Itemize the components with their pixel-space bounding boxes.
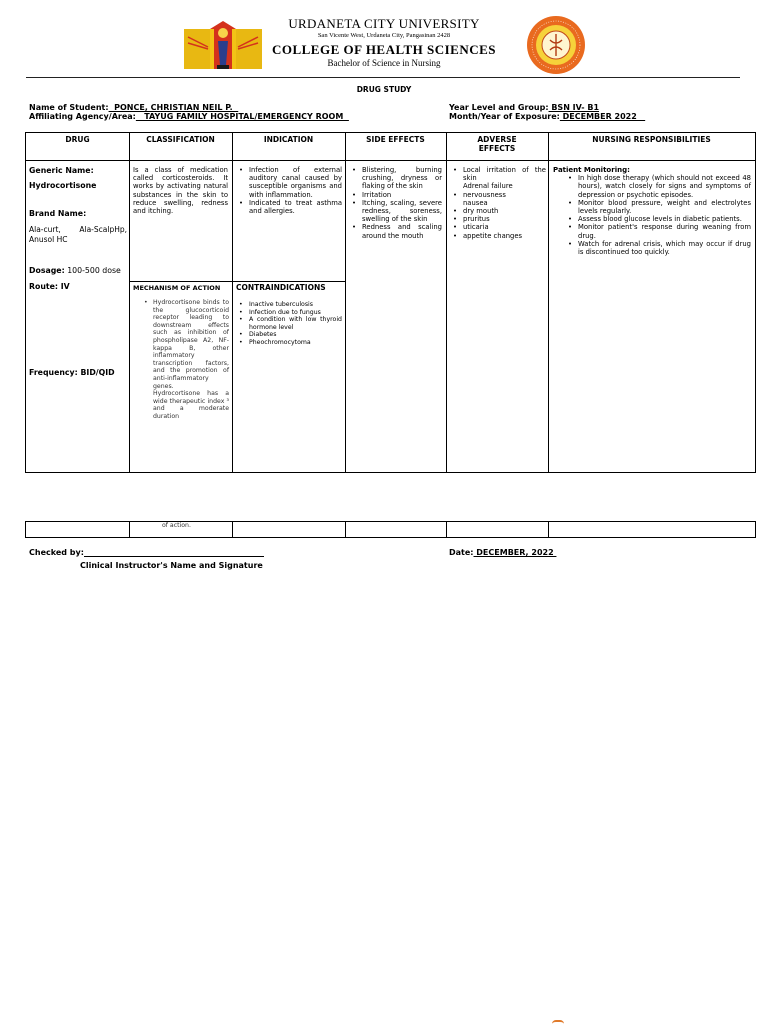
header-classification: CLASSIFICATION (146, 135, 215, 144)
adverse-effect-item (450, 191, 546, 207)
dosage-row (29, 266, 127, 276)
date-value: DECEMBER, 2022 (473, 548, 557, 557)
student-name-row (29, 103, 238, 112)
dosage-label: Dosage: (29, 266, 65, 275)
adverse-effect-item: • uticaria (450, 223, 546, 231)
nursing-item: • Monitor patient's response during weaning from drug. (565, 223, 751, 239)
patient-monitoring-title: Patient Monitoring: (553, 166, 630, 174)
mechanism-cell (131, 299, 229, 421)
date-label: Date: (449, 548, 474, 557)
brand-name-label: Brand Name: (29, 209, 87, 218)
generic-name-label: Generic Name: (29, 166, 94, 175)
year-level-value: BSN IV- B1 (548, 103, 600, 112)
contraindication-item: • A condition with low thyroid hormone level (236, 316, 342, 331)
header-drug: DRUG (65, 135, 90, 144)
subsection-divider (129, 281, 345, 282)
exposure-row (449, 112, 645, 121)
nursing-item: • Monitor blood pressure, weight and electrolytes levels regularly. (565, 199, 751, 215)
header-indication: INDICATION (263, 135, 314, 144)
drug-cell (29, 166, 127, 378)
column-divider (446, 133, 447, 472)
route-value: IV (58, 282, 70, 291)
nursing-item: • Watch for adrenal crisis, which may occur if drug is discontinued too quickly. (565, 240, 751, 256)
table-continuation-row (25, 521, 756, 538)
column-divider (548, 522, 549, 537)
side-effects-cell (349, 166, 442, 240)
instructor-label: Clinical Instructor's Name and Signature (80, 561, 263, 570)
nursing-cell (553, 166, 751, 256)
student-name-value: PONCE, CHRISTIAN NEIL P. (108, 103, 239, 112)
year-level-label: Year Level and Group: (449, 103, 549, 112)
route-row (29, 282, 127, 292)
header-nursing-responsibilities: NURSING RESPONSIBILITIES (592, 135, 711, 144)
checked-by-label: Checked by: (29, 548, 84, 557)
date-row (449, 548, 556, 557)
column-divider (232, 522, 233, 537)
page-edge-mark (552, 1020, 564, 1024)
classification-text: Is a class of medication called corticosteroids. It works by activating natural substances in the skin to reduce swelling, redness and itching. (133, 166, 228, 216)
adverse-effect-item (450, 166, 546, 191)
program-name: Bachelor of Science in Nursing (327, 58, 441, 68)
mechanism-title: MECHANISM OF ACTION (133, 284, 221, 292)
adverse-effect-text: nausea (463, 198, 488, 207)
column-divider (232, 133, 233, 472)
signature-line (84, 549, 264, 557)
adverse-effects-cell (450, 166, 546, 240)
university-name: URDANETA CITY UNIVERSITY (288, 16, 480, 31)
column-divider (446, 522, 447, 537)
contraindication-item: • Inactive tuberculosis (236, 301, 342, 309)
header-adverse-line2: EFFECTS (478, 144, 516, 153)
route-label: Route: (29, 282, 59, 291)
exposure-value: DECEMBER 2022 (559, 112, 646, 121)
contraindications-title: CONTRAINDICATIONS (236, 283, 326, 292)
side-effect-item: • Irritation (349, 191, 442, 199)
indication-item: • Indicated to treat asthma and allergies. (236, 199, 342, 215)
adverse-effect-first-cont: Adrenal failure (463, 182, 513, 191)
adverse-effect-item: • appetite changes (450, 232, 546, 240)
header-adverse-effects (446, 135, 548, 153)
nursing-item: • Assess blood glucose levels in diabetic patients. (565, 215, 751, 223)
agency-value: TAYUG FAMILY HOSPITAL/EMERGENCY ROOM (135, 112, 349, 121)
adverse-effect-item: • dry mouth (450, 207, 546, 215)
nursing-item: • In high dose therapy (which should not exceed 48 hours), watch closely for signs and symptoms of depression or psychotic episodes. (565, 174, 751, 199)
contraindication-item: • Diabetes (236, 331, 342, 339)
frequency-value: BID/QID (77, 368, 115, 377)
frequency-label: Frequency: (29, 368, 78, 377)
contraindication-item: • Infection due to fungus (236, 309, 342, 317)
mechanism-item: • Hydrocortisone binds to the glucocorticoid receptor leading to downstream effects such as inhibition of phospholipase A2, NF-kappa B, other inflammatory transcription factors, and the promotion of anti-inflammatory genes. (131, 299, 229, 390)
column-divider (345, 133, 346, 472)
frequency-row (29, 368, 127, 378)
dosage-value: 100-500 dose (64, 266, 121, 275)
college-name: COLLEGE OF HEALTH SCIENCES (271, 42, 497, 57)
column-divider (345, 522, 346, 537)
indication-item: • Infection of external auditory canal caused by susceptible organisms and with inflammation. (236, 166, 342, 199)
checked-by-row (29, 548, 264, 557)
drug-study-table (25, 132, 756, 473)
university-address: San Vicente West, Urdaneta City, Pangasinan 2428 (317, 32, 451, 39)
column-divider (548, 133, 549, 472)
indication-cell (236, 166, 342, 215)
side-effect-item: • Redness and scaling around the mouth (349, 223, 442, 239)
contraindication-item: • Pheochromocytoma (236, 339, 342, 347)
header-divider (26, 77, 740, 78)
side-effect-item: • Itching, scaling, severe redness, soreness, swelling of the skin (349, 199, 442, 224)
brand-name-value: Ala-curt, Ala-ScalpHp, Anusol HC (29, 225, 127, 244)
adverse-effect-item: • pruritus (450, 215, 546, 223)
student-name-label: Name of Student: (29, 103, 109, 112)
header-row-divider (26, 160, 755, 161)
mechanism-overflow-text: of action. (162, 522, 191, 529)
exposure-label: Month/Year of Exposure: (449, 112, 560, 121)
header-side-effects: SIDE EFFECTS (366, 135, 425, 144)
generic-name-value: Hydrocortisone (29, 181, 97, 190)
side-effect-item: • Blistering, burning crushing, dryness or flaking of the skin (349, 166, 442, 191)
mechanism-continuation: Hydrocortisone has a wide therapeutic index ³ and a moderate duration (153, 390, 229, 420)
adverse-effect-first: Local irritation of the skin (463, 166, 546, 183)
column-divider (129, 133, 130, 472)
document-title: DRUG STUDY (356, 85, 412, 94)
adverse-effect-text: nervousness (463, 190, 506, 199)
agency-label: Affiliating Agency/Area: (29, 112, 136, 121)
contraindications-cell (236, 301, 342, 347)
column-divider (129, 522, 130, 537)
header-adverse-line1: ADVERSE (477, 135, 517, 144)
agency-row (29, 112, 349, 121)
year-level-row (449, 103, 599, 112)
